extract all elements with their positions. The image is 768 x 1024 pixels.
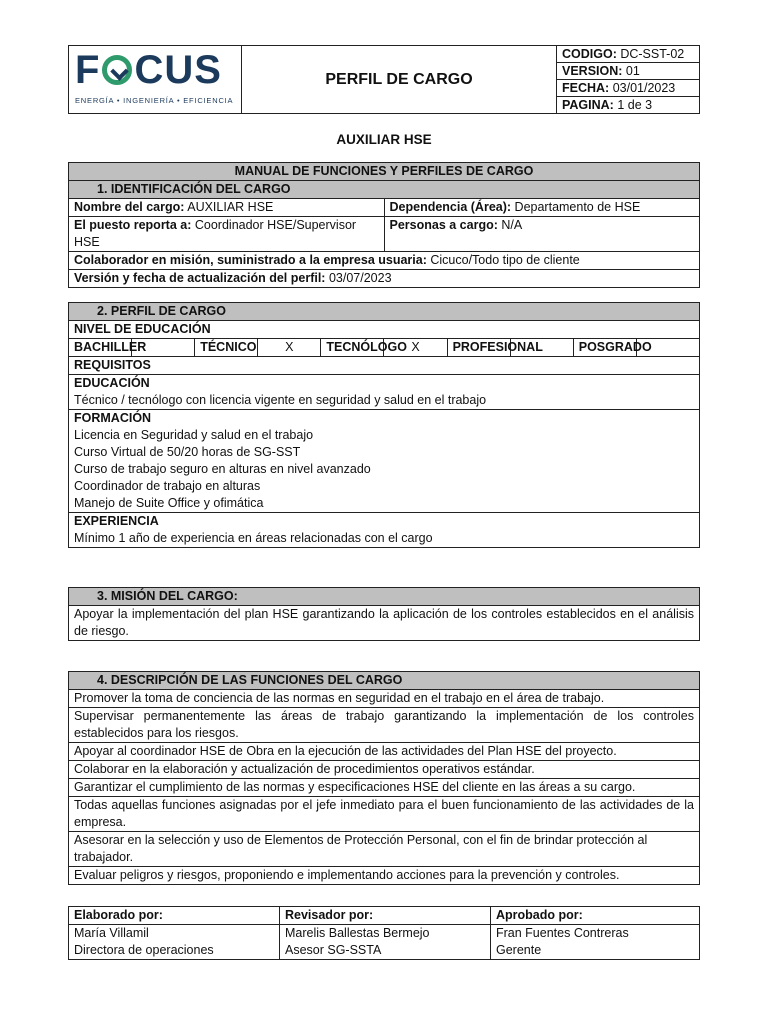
- elaborado-signer: [69, 925, 280, 960]
- section-perfil: [68, 302, 700, 548]
- elaborado-name: María Villamil: [74, 926, 149, 940]
- section2-title: 2. PERFIL DE CARGO: [69, 303, 700, 321]
- experiencia-block: [69, 513, 700, 548]
- formacion-item: Licencia en Seguridad y salud en el trabajo: [74, 428, 314, 442]
- aprobado-label: Aprobado por:: [491, 907, 700, 925]
- requisitos-label: REQUISITOS: [69, 357, 700, 375]
- level-mark: X: [258, 339, 321, 357]
- formacion-block: [69, 410, 700, 513]
- experiencia-text: Mínimo 1 año de experiencia en áreas relacionadas con el cargo: [74, 531, 433, 545]
- page-title: AUXILIAR HSE: [336, 132, 432, 147]
- formacion-label: FORMACIÓN: [74, 411, 152, 425]
- section4-title: 4. DESCRIPCIÓN DE LAS FUNCIONES DEL CARGO: [69, 672, 700, 690]
- manual-title: MANUAL DE FUNCIONES Y PERFILES DE CARGO: [69, 163, 700, 181]
- section1-title: 1. IDENTIFICACIÓN DEL CARGO: [69, 181, 700, 199]
- section-funciones: [68, 671, 700, 885]
- version-perfil: Versión y fecha de actualización del perfil: 03/07/2023: [69, 270, 700, 288]
- revisado-signer: [280, 925, 491, 960]
- logo-wordmark: F CUS: [75, 48, 222, 92]
- funcion-item: Supervisar permanentemente las áreas de trabajo garantizando la implementación de los controles establecidos para los riesgos.: [69, 708, 700, 743]
- mision-text: Apoyar la implementación del plan HSE garantizando la aplicación de los controles establecidos en el análisis de riesgo.: [69, 606, 700, 641]
- elaborado-label: Elaborado por:: [69, 907, 280, 925]
- dependencia: Dependencia (Área): Departamento de HSE: [384, 199, 700, 217]
- section3-title: 3. MISIÓN DEL CARGO:: [69, 588, 700, 606]
- revisado-role: Asesor SG-SSTA: [285, 943, 382, 957]
- level-mark: X: [384, 339, 447, 357]
- signatures-table: [68, 906, 700, 960]
- aprobado-signer: [491, 925, 700, 960]
- document-header: [68, 45, 700, 114]
- aprobado-name: Fran Fuentes Contreras: [496, 926, 629, 940]
- personas-cargo: Personas a cargo: N/A: [384, 217, 700, 252]
- educacion-label: EDUCACIÓN: [74, 376, 150, 390]
- formacion-item: Coordinador de trabajo en alturas: [74, 479, 261, 493]
- meta-fecha: FECHA: 03/01/2023: [557, 80, 700, 97]
- colaborador-mision: Colaborador en misión, suministrado a la empresa usuaria: Cicuco/Todo tipo de cliente: [69, 252, 700, 270]
- level-label: POSGRADO: [573, 339, 636, 357]
- formacion-item: Curso de trabajo seguro en alturas en nivel avanzado: [74, 462, 371, 476]
- funcion-item: Todas aquellas funciones asignadas por el jefe inmediato para el buen funcionamiento de las actividades de la empresa.: [69, 797, 700, 832]
- funcion-item: Colaborar en la elaboración y actualización de procedimientos operativos estándar.: [69, 761, 700, 779]
- educacion-text: Técnico / tecnólogo con licencia vigente en seguridad y salud en el trabajo: [74, 393, 487, 407]
- level-label: BACHILLER: [69, 339, 132, 357]
- nivel-educacion-label: NIVEL DE EDUCACIÓN: [69, 321, 700, 339]
- funcion-item: Evaluar peligros y riesgos, proponiendo e implementando acciones para la prevención y controles.: [69, 867, 700, 885]
- revisado-label: Revisador por:: [280, 907, 491, 925]
- level-label: TÉCNICO: [195, 339, 258, 357]
- funcion-item: Asesorar en la selección y uso de Elementos de Protección Personal, con el fin de brindar protección al trabajador.: [69, 832, 700, 867]
- formacion-item: Manejo de Suite Office y ofimática: [74, 496, 264, 510]
- elaborado-role: Directora de operaciones: [74, 943, 214, 957]
- meta-pagina: PAGINA: 1 de 3: [557, 97, 700, 114]
- meta-version: VERSION: 01: [557, 63, 700, 80]
- funcion-item: Garantizar el cumplimiento de las normas y especificaciones HSE del cliente en las áreas a su cargo.: [69, 779, 700, 797]
- section-mision: [68, 587, 700, 641]
- company-logo: [69, 46, 242, 114]
- funcion-item: Promover la toma de conciencia de las normas en seguridad en el trabajo en el área de trabajo.: [69, 690, 700, 708]
- logo-tagline: ENERGÍA • INGENIERÍA • EFICIENCIA: [75, 96, 234, 105]
- level-label: TECNÓLOGO: [321, 339, 384, 357]
- formacion-item: Curso Virtual de 50/20 horas de SG-SST: [74, 445, 301, 459]
- puesto-reporta: El puesto reporta a: Coordinador HSE/Supervisor HSE: [69, 217, 385, 252]
- aprobado-role: Gerente: [496, 943, 542, 957]
- level-label: PROFESIONAL: [447, 339, 510, 357]
- funcion-item: Apoyar al coordinador HSE de Obra en la ejecución de las actividades del Plan HSE del proyecto.: [69, 743, 700, 761]
- logo-o-icon: [102, 55, 132, 85]
- experiencia-label: EXPERIENCIA: [74, 514, 159, 528]
- meta-codigo: CODIGO: DC-SST-02: [557, 46, 700, 63]
- educacion-block: [69, 375, 700, 410]
- education-levels-row: [69, 339, 700, 357]
- revisado-name: Marelis Ballestas Bermejo: [285, 926, 430, 940]
- document-title: PERFIL DE CARGO: [242, 46, 557, 114]
- nombre-cargo: Nombre del cargo: AUXILIAR HSE: [69, 199, 385, 217]
- section-identificacion: [68, 162, 700, 288]
